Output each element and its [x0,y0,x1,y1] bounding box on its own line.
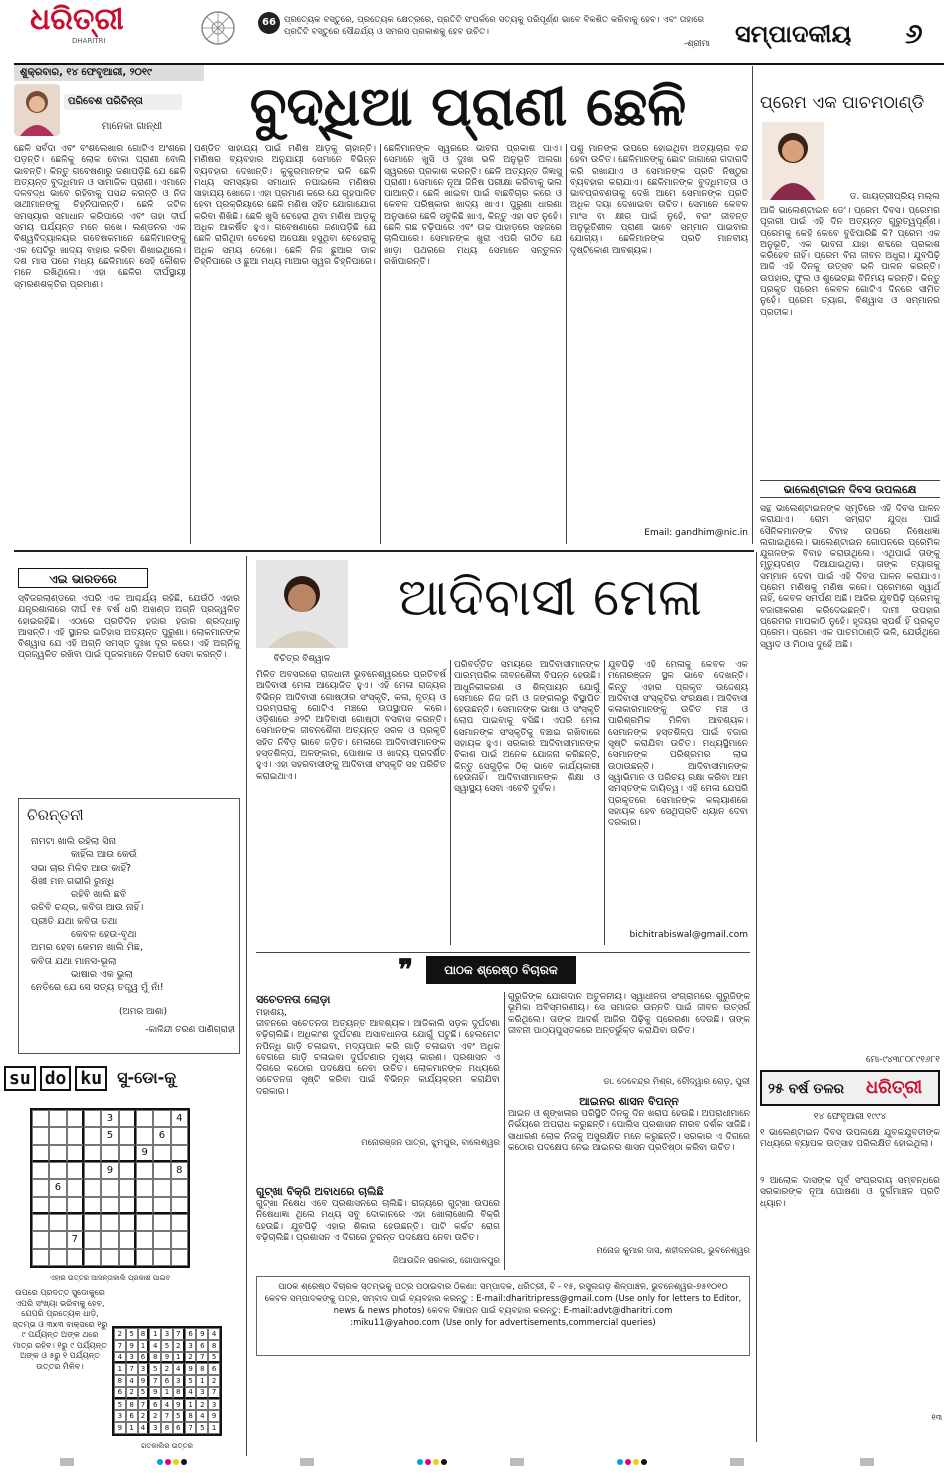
chirantani-box [18,798,240,1054]
sudoku-cell[interactable] [67,1162,84,1179]
newspaper-logo-sub: DHARITRI [72,37,106,45]
sudoku-cell[interactable] [136,1197,153,1214]
masthead-quote-author: -ଶ୍ରୀମା [684,39,710,49]
sudoku-cell: 8 [126,1399,138,1411]
sudoku-cell[interactable] [119,1197,136,1214]
sudoku-cell[interactable] [84,1145,101,1162]
sudoku-cell[interactable] [153,1162,170,1179]
newspaper-logo: ଧରିତ୍ରୀ [30,2,124,37]
sudoku-cell[interactable] [119,1249,136,1266]
sudoku-title-part: ku [75,1066,107,1091]
sudoku-cell: 2 [185,1352,197,1364]
anniversary-item-2: ୨ ଆଲୋକ ଦାସଙ୍କ ପୂର୍ବ ସଂପ୍ରଦାୟ ସମ୍ବନ୍ଧରେ ସରକାରଙ୍କ ନୂଆ ଘୋଷଣା ଓ ଦୁର୍ଗମାଞ୍ଚଳ ପ୍ରତି ଧ୍ୟାନ। [760,1176,940,1209]
sudoku-cell[interactable] [119,1145,136,1162]
sudoku-cell: 1 [126,1422,138,1434]
sudoku-cell: 4 [208,1328,220,1340]
adivasi-author-photo [256,560,348,648]
sudoku-cell: 2 [149,1410,161,1422]
chirantani-source: (ଅମର ଆଶା) [119,1007,167,1017]
sudoku-cell: 9 [114,1422,126,1434]
sudoku-cell[interactable] [119,1110,136,1127]
sudoku-cell[interactable]: 3 [101,1110,118,1127]
sudoku-cell: 9 [138,1375,150,1387]
main-article-email[interactable]: Email: gandhim@nic.in [644,528,748,538]
sudoku-cell[interactable] [49,1145,66,1162]
date-bar [14,65,204,81]
adivasi-headline: ଆଦିବାସୀ ମେଳା [397,568,703,628]
sudoku-cell: 3 [185,1340,197,1352]
sudoku-cell: 1 [161,1387,173,1399]
sudoku-cell[interactable] [32,1231,49,1248]
masthead-quote: ପ୍ରତ୍ୟେକ ବସ୍ତୁରେ, ପ୍ରତ୍ୟେକ କ୍ଷେତ୍ରରେ, ପ୍ରତିଟି ସଂପର୍କରେ ସତ୍ୟକୁ ପରିପୂର୍ଣ୍ଣ ଭାବେ ବିକଶିତ କରିବାକୁ ହେବ। ଏବଂ ତାହାରେ ପ୍ରତିଟି ବସ୍ତୁରେ ସୌନ୍ଦର୍ଯ୍ୟ ଓ ସମରସ ପ୍ରକାଶକୁ ହେବ ଉଚିତ। [284,15,704,37]
sudoku-cell: 6 [161,1375,173,1387]
side-column-subhead: ଭାଲେଣ୍ଟାଇନ ଦିବସ ଉପଲକ୍ଷେ [760,480,940,498]
main-article-author: ମାନେକା ଗାନ୍ଧୀ [101,121,163,132]
sudoku-cell[interactable]: 6 [49,1179,66,1196]
sudoku-cell[interactable] [119,1214,136,1231]
sudoku-cell: 8 [161,1422,173,1434]
sudoku-cell: 2 [173,1340,185,1352]
readers-label [426,956,576,984]
side-column-text-top: ଆଜି ଭାଲେଣ୍ଟାଇନ ଡେ'। ପ୍ରେମ ଦିବସ। ପ୍ରେମର ପୂଜାରୀ ପାଇଁ ଏହି ଦିନ ଅତ୍ୟନ୍ତ ଗୁରୁତ୍ୱପୂର୍ଣ୍ଣ। ପ୍ରେମକୁ କେହି କେବେ ବୁଝିପାରିଛି କି? ପ୍ରେମ ଏକ ଅନୁଭୂତି, ଏକ ଭାବନା ଯାହା ଶବ୍ଦରେ ପ୍ରକାଶ କରିହେବ ନାହିଁ। ପ୍ରେମ ବିନା ଜୀବନ ଅଧୁରା। ଯୁବପିଢ଼ି ଆଜି ଏହି ଦିନକୁ ଉତ୍ସବ ଭଳି ପାଳନ କରନ୍ତି। ଉପହାର, ଫୁଲ ଓ ଶୁଭେଚ୍ଛା ବିନିମୟ କରନ୍ତି। କିନ୍ତୁ ପ୍ରକୃତ ପ୍ରେମ କେବଳ ଗୋଟିଏ ଦିନରେ ସୀମିତ ନୁହେଁ। ପ୍ରେମ ତ୍ୟାଗ, ବିଶ୍ୱାସ ଓ ସମ୍ମାନର ପ୍ରତୀକ। [760,206,940,318]
sudoku-cell[interactable] [101,1214,118,1231]
print-registration-strip [0,1452,945,1472]
sudoku-cell: 3 [161,1328,173,1340]
sudoku-cell: 1 [149,1328,161,1340]
sudoku-cell: 9 [173,1399,185,1411]
adivasi-col-2: ପରିବର୍ତ୍ତିତ ସମୟରେ ଆଦିବାସୀମାନଙ୍କ ପାରମ୍ପରିକ ଜୀବନଶୈଳୀ ବିପନ୍ନ ହେଉଛି। ଆଧୁନିକୀକରଣ ଓ ଶିଳ୍ପାୟନ ଯୋଗୁଁ ସେମାନେ ନିଜ ଜମି ଓ ଜଙ୍ଗଲରୁ ବିସ୍ଥାପିତ ହେଉଛନ୍ତି। ସେମାନଙ୍କ ଭାଷା ଓ ସଂସ୍କୃତି ଲୋପ ପାଇବାକୁ ବସିଛି। ଏପରି ମେଳା ସେମାନଙ୍କ ସଂସ୍କୃତିକୁ ବଞ୍ଚାଇ ରଖିବାରେ ସହାୟକ ହୁଏ। ସରକାର ଆଦିବାସୀମାନଙ୍କ ବିକାଶ ପାଇଁ ଅନେକ ଯୋଜନା କରିଛନ୍ତି, କିନ୍ତୁ ସେଗୁଡ଼ିକ ଠିକ୍ ଭାବେ କାର୍ଯ୍ୟକାରୀ ହେଉନାହିଁ। ଆଦିବାସୀମାନଙ୍କ ଶିକ୍ଷା ଓ ସ୍ୱାସ୍ଥ୍ୟ ସେବା ଏବେବି ଦୁର୍ବଳ। [454,660,600,795]
sudoku-cell[interactable]: 7 [67,1231,84,1248]
letter-2 [256,1184,500,1270]
main-headline: ବୁଦ୍ଧିଆ ପ୍ରାଣୀ ଛେଳି [249,75,687,138]
sudoku-cell[interactable] [67,1214,84,1231]
sudoku-cell: 9 [208,1410,220,1422]
sudoku-cell: 6 [185,1328,197,1340]
left-column-divider [246,556,247,1456]
sudoku-cell[interactable] [119,1179,136,1196]
sudoku-cell[interactable] [101,1197,118,1214]
letter-3-signature: ଡା. ଦେବେନ୍ଦ୍ର ମିଶ୍ର, ଚୌଦ୍ୱାର ରୋଡ଼, ପୁରୀ [603,1077,750,1087]
sudoku-cell: 8 [114,1375,126,1387]
sudoku-cell: 1 [138,1340,150,1352]
side-column-photo [762,122,824,200]
sudoku-cell: 4 [161,1399,173,1411]
sudoku-cell[interactable] [49,1127,66,1144]
letter-3 [508,992,750,1092]
sudoku-cell: 9 [196,1328,208,1340]
ei-bharatare-label: ଏଇ ଭାରତରେ [18,568,148,588]
main-article-col-2: ପଣ୍ଡିତ ସାହାଯ୍ୟ ପାଇଁ ମଣିଷ ଆଡ଼କୁ ଚାହାନ୍ତି। ମଣିଷର ବ୍ୟବହାର ଅନୁଯାୟୀ ସେମାନେ ବିଭିନ୍ନ ବ୍ୟବହାର ଦେଖାନ୍ତି। କୁକୁରମାନଙ୍କ ଭଳି ଛେଳି ମଧ୍ୟ ସମସ୍ୟାର ସମାଧାନ ନପାଇଲେ ମଣିଷର ସାହାଯ୍ୟ ଖୋଜେ। ଏହା ପ୍ରମାଣ କରେ ଯେ ଗୃହପାଳିତ ହେବା ପ୍ରକ୍ରିୟାରେ ଛେଳି ମଣିଷ ସହିତ ଯୋଗାଯୋଗ କରିବା ଶିଖିଛି। ଛେଳି ଖୁସି ଚେହେରା ଥିବା ମଣିଷ ଆଡ଼କୁ ଅଧିକ ଆକର୍ଷିତ ହୁଏ। ଗବେଷଣାରେ ଜଣାପଡ଼ିଛି ଯେ ଛେଳି ରାଗିଥିବା ଚେହେରା ଅପେକ୍ଷା ହସୁଥିବା ଚେହେରାକୁ ଅଧିକ ସମୟ ଦେଖେ। ଛେଳି ନିଜ ଛୁଆର ଡାକ ଚିହ୍ନିପାରେ ଓ ଛୁଆ ମଧ୍ୟ ମାଆର ସ୍ୱର ଚିହ୍ନିପାରେ। [194,144,376,267]
adivasi-author: ବିଚିତ୍ର ବିଶ୍ୱାଳ [273,654,331,664]
letter-4-signature: ମନୋଜ କୁମାର ଦାସ, ଶହୀଦନଗର, ଭୁବନେଶ୍ୱର [596,1246,750,1256]
adivasi-col-1: ମିଳିତ ଅବସରରେ ରାଜଧାନୀ ଭୁବନେଶ୍ୱରରେ ପ୍ରତିବର୍ଷ ଆଦିବାସୀ ମେଳା ଆୟୋଜିତ ହୁଏ। ଏହି ମେଳା ରାଜ୍ୟର ବିଭିନ୍ନ ଆଦିବାସୀ ଗୋଷ୍ଠୀର ସଂସ୍କୃତି, କଳା, ନୃତ୍ୟ ଓ ପରମ୍ପରାକୁ ଗୋଟିଏ ମଞ୍ଚରେ ଉପସ୍ଥାପନ କରେ। ଓଡ଼ିଶାରେ ୬୨ଟି ଆଦିବାସୀ ଗୋଷ୍ଠୀ ବସବାସ କରନ୍ତି। ସେମାନଙ୍କ ଜୀବନଶୈଳୀ ଅତ୍ୟନ୍ତ ସରଳ ଓ ପ୍ରକୃତି ସହିତ ନିବିଡ଼ ଭାବେ ଜଡ଼ିତ। ମେଳାରେ ଆଦିବାସୀମାନଙ୍କ ହସ୍ତଶିଳ୍ପ, ଅଳଙ୍କାର, ପୋଷାକ ଓ ଖାଦ୍ୟ ପ୍ରଦର୍ଶିତ ହୁଏ। ଏହା ସହରବାସୀଙ୍କୁ ଆଦିବାସୀ ସଂସ୍କୃତି ସହ ପରିଚିତ କରାଇଥାଏ। [256,670,447,782]
letter-1-body: ଜୀବନରେ ସଚେତନତା ଅତ୍ୟନ୍ତ ଆବଶ୍ୟକ। ଆଜିକାଲି ସଡ଼କ ଦୁର୍ଘଟଣା ବଢ଼ିଚାଲିଛି। ଅଧିକାଂଶ ଦୁର୍ଘଟଣା ଅସାବଧାନତା ଯୋଗୁଁ ଘଟୁଛି। ହେଲମେଟ ନପିନ୍ଧି ଗାଡ଼ି ଚଳାଇବା, ମଦ୍ୟପାନ କରି ଗାଡ଼ି ଚଳାଇବା ଏବଂ ଅଧିକ ବେଗରେ ଗାଡ଼ି ଚଳାଇବା ଦୁର୍ଘଟଣାର ମୁଖ୍ୟ କାରଣ। ପ୍ରଶାସନ ଏ ଦିଗରେ କଠୋର ପଦକ୍ଷେପ ନେବା ଉଚିତ। ଲୋକମାନଙ୍କ ମଧ୍ୟରେ ସଚେତନତା ସୃଷ୍ଟି କରିବା ପାଇଁ ବିଭିନ୍ନ କାର୍ଯ୍ୟକ୍ରମ କରାଯିବା ଦରକାର। [256,1019,500,1097]
poem-line: କେବଳ ହେଉ-ବୃଥା [71,929,137,941]
sudoku-cell: 6 [126,1410,138,1422]
sudoku-cell: 4 [173,1363,185,1375]
sudoku-cell[interactable] [32,1127,49,1144]
sudoku-cell: 8 [138,1328,150,1340]
readers-rule [256,952,750,953]
sudoku-cell: 6 [173,1422,185,1434]
sudoku-cell[interactable] [136,1214,153,1231]
sudoku-cell[interactable] [171,1127,188,1144]
sudoku-cell: 8 [149,1352,161,1364]
sudoku-solution [112,1326,222,1436]
anniversary-box [760,1070,940,1106]
side-column-title: ପ୍ରେମ ଏକ ପାଚମଠାଣ୍ଡି [760,93,925,113]
sudoku-cell: 7 [196,1352,208,1364]
sudoku-cell: 9 [149,1387,161,1399]
poem-line: ନେତିରେ ଯେ ସେ ସତ୍ୟ ତତ୍ତ୍ୱ ମୁଁ ନାଁ! [31,982,164,994]
sudoku-cell: 4 [138,1422,150,1434]
sudoku-cell: 6 [196,1340,208,1352]
sudoku-cell[interactable]: 9 [136,1145,153,1162]
letter-4 [508,1094,750,1270]
letter-1 [256,992,500,1182]
sudoku-cell[interactable] [32,1214,49,1231]
sudoku-cell: 7 [149,1375,161,1387]
sudoku-cell[interactable] [49,1214,66,1231]
readers-label-text: ପାଠକ ଶ୍ରେଷ୍ଠ ବିଚାରକ [444,963,558,977]
poem-line: ଅମର ହେବା କେମନ ଖାଲି ମିଛ, [31,942,143,954]
sudoku-cell[interactable] [49,1197,66,1214]
sudoku-cell: 5 [114,1399,126,1411]
letter-2-signature: ଜିଆଉଦ୍ଦିନ ସରକାର, ଗୋପାଳପୁର [392,1256,500,1266]
sudoku-cell: 2 [114,1328,126,1340]
col-divider [504,992,505,1270]
sudoku-cell[interactable] [171,1179,188,1196]
sudoku-title [4,1062,248,1094]
sudoku-cell[interactable]: 4 [171,1110,188,1127]
sudoku-cell[interactable]: 6 [153,1127,170,1144]
sudoku-caption-left: ଏହାର ଉତ୍ତର ଆସନ୍ତାକାଲି ପ୍ରକାଶ ପାଇବ [49,1274,171,1282]
sudoku-title-odia: ସୁ-ଡୋ-କୁ [117,1068,177,1087]
page-footer-number: ୧୩ [931,1413,942,1422]
sudoku-cell[interactable] [49,1249,66,1266]
sudoku-cell: 9 [126,1340,138,1352]
col-divider [566,144,567,544]
anniversary-logo: ଧରିତ୍ରୀ [866,1077,923,1098]
poem-line: କାହିଁଲ ଆଉ କେଉଁ [71,849,137,861]
sudoku-cell[interactable] [84,1179,101,1196]
sudoku-cell[interactable] [32,1249,49,1266]
sudoku-cell: 6 [208,1363,220,1375]
sudoku-cell[interactable] [119,1231,136,1248]
sudoku-title-part: su [4,1066,36,1091]
sudoku-cell[interactable] [67,1197,84,1214]
sudoku-cell: 7 [138,1399,150,1411]
sudoku-cell[interactable] [171,1231,188,1248]
sudoku-cell: 8 [208,1340,220,1352]
col-divider [380,144,381,544]
sudoku-cell: 7 [208,1387,220,1399]
sudoku-cell[interactable] [153,1197,170,1214]
poem-line: ସଭା ଚାର ମିଳିବ ଆଉ କାହିଁ? [31,862,132,874]
sudoku-cell[interactable] [171,1145,188,1162]
sudoku-cell[interactable] [153,1179,170,1196]
sudoku-cell: 1 [196,1375,208,1387]
sudoku-cell[interactable] [153,1249,170,1266]
adivasi-email[interactable]: bichitrabiswal@gmail.com [629,930,748,940]
sudoku-cell: 7 [114,1340,126,1352]
right-column-divider [756,552,757,1442]
sudoku-cell: 3 [114,1410,126,1422]
sudoku-cell: 7 [185,1422,197,1434]
ei-bharatare-text: ସ୍ବିଜରଲାଣ୍ଡରେ ଏପରି ଏକ ଆଶ୍ଚର୍ଯ୍ୟ ରହିଛି, ଯେଉଁଠି ଏହାର ଯନ୍ତ୍ରଶାଳାରେ ଦୀର୍ଘ ୧୫ ବର୍ଷ ଧରି ଅଖଣ୍ଡ ଅଗ୍ନି ପ୍ରଜ୍ୱଳିତ ହୋଇରହିଛି। ଏଠାରେ ପ୍ରତିଦିନ ହଜାର ହଜାର ଶ୍ରଦ୍ଧାଳୁ ଆସନ୍ତି। ଏହି ସ୍ଥାନର ଇତିହାସ ଅତ୍ୟନ୍ତ ପୁରୁଣା। ଲୋକମାନଙ୍କ ବିଶ୍ୱାସ ଯେ ଏହି ଅଗ୍ନି ସମସ୍ତ ଦୁଃଖ ଦୂର କରେ। ଏହି ଅଗ୍ନିକୁ ପ୍ରଜ୍ୱଳିତ ରଖିବା ପାଇଁ ପୂଜକମାନେ ଦିନରାତି ସେବା କରନ୍ତି। [18,594,240,661]
sudoku-instructions: ଉପରେ ପ୍ରଦତ୍ତ ସୁଡୋକୁରେ ଏପରି ସଂଖ୍ୟା ଭରିବାକୁ ହେବ, ଯେପରି ପ୍ରତ୍ୟେକ ଧାଡ଼ି, ସ୍ତମ୍ଭ ଓ ୩x୩ ବାକ୍ସରେ ୧ରୁ ୯ ପର୍ଯ୍ୟନ୍ତ ଅଙ୍କ ଥରେ ମାତ୍ର ରହିବ। ୧ରୁ ୯ ପର୍ଯ୍ୟନ୍ତ ଅଙ୍କ ଓ ୫ରୁ ୧ ପର୍ଯ୍ୟନ୍ତ ଉତ୍ତର ମିଳିବ। [12,1288,108,1371]
side-column-contact: ମୋ-୯୪୩୮୦୮୯୧୬୮୧ [866,1055,940,1065]
letter-2-body: ଗୁଟ୍‌ଖା ନିଷେଧ ଏବେ ପ୍ରଶାସନରେ ଚାଲିଛି। ରାଜ୍ୟରେ ଗୁଟ୍‌ଖା ଉପରେ ନିଷେଧାଜ୍ଞା ଥିଲେ ମଧ୍ୟ ସବୁ ଦୋକାନରେ ଏହା ଖୋଲାଖୋଲି ବିକ୍ରି ହେଉଛି। ଯୁବପିଢ଼ି ଏହାର ଶିକାର ହେଉଛନ୍ତି। ପାଟି କର୍କଟ ରୋଗ ବଢ଼ିଚାଲିଛି। ପ୍ରଶାସନ ଏ ଦିଗରେ ତୁରନ୍ତ ପଦକ୍ଷେପ ନେବା ଉଚିତ। [256,1199,500,1243]
quote-mark: 66 [258,12,280,34]
sudoku-cell[interactable] [136,1179,153,1196]
side-column-author: ଡ. ଗାୟତ୍ରୀପ୍ରିୟ ମଲ୍ଲ [849,192,940,202]
sudoku-cell[interactable] [136,1249,153,1266]
sudoku-cell[interactable] [84,1110,101,1127]
wheel-emblem-icon [200,10,236,46]
sudoku-cell[interactable] [49,1162,66,1179]
sudoku-cell: 1 [185,1399,197,1411]
sudoku-cell: 2 [138,1410,150,1422]
sudoku-cell: 2 [196,1399,208,1411]
issue-date: ଶୁକ୍ରବାର, ୧୪ ଫେବୃଆରୀ, ୨୦୧୯ [20,67,153,78]
column-label: ପରିବେଶ ପରିଚିନ୍ତା [64,94,182,110]
sudoku-cell: 3 [126,1352,138,1364]
adivasi-col-3: ଯୁବପିଢ଼ି ଏହି ମେଳାକୁ କେବଳ ଏକ ମନୋରଞ୍ଜନ ସ୍ଥଳ ଭାବେ ଦେଖନ୍ତି। କିନ୍ତୁ ଏହାର ପ୍ରକୃତ ଉଦ୍ଦେଶ୍ୟ ଆଦିବାସୀ ସଂସ୍କୃତିର ସଂରକ୍ଷଣ। ଆଦିବାସୀ କଳାକାରମାନଙ୍କୁ ଉଚିତ ମଞ୍ଚ ଓ ପାରିଶ୍ରମିକ ମିଳିବା ଆବଶ୍ୟକ। ସେମାନଙ୍କ ହସ୍ତଶିଳ୍ପ ପାଇଁ ବଜାର ସୃଷ୍ଟି କରାଯିବା ଉଚିତ। ମଧ୍ୟସ୍ଥିମାନେ ସେମାନଙ୍କ ପରିଶ୍ରମର ଲାଭ ଉଠାଉଛନ୍ତି। ଆଦିବାସୀମାନଙ୍କ ସ୍ୱାଭିମାନ ଓ ପରିଚୟ ରକ୍ଷା କରିବା ଆମ ସମସ୍ତଙ୍କ ଦାୟିତ୍ୱ। ଏହି ମେଳା ଯେପରି ପ୍ରକୃତରେ ସେମାନଙ୍କ କଲ୍ୟାଣରେ ସହାୟକ ହେବ ସେଥିପ୍ରତି ଧ୍ୟାନ ଦେବା ଦରକାର। [608,660,748,829]
sudoku-cell: 5 [173,1410,185,1422]
sudoku-cell[interactable] [171,1249,188,1266]
sudoku-cell[interactable] [136,1231,153,1248]
sudoku-solution-grid [112,1326,222,1436]
sudoku-cell: 1 [173,1352,185,1364]
sudoku-cell[interactable] [32,1197,49,1214]
sudoku-grid[interactable] [30,1108,190,1268]
sudoku-cell: 7 [173,1328,185,1340]
letter-4-title: ଆଇନର ଶାସନ ବିପନ୍ନ [579,1095,679,1108]
sudoku-cell: 4 [185,1387,197,1399]
sudoku-cell: 1 [114,1363,126,1375]
sudoku-cell[interactable] [32,1162,49,1179]
chirantani-label: ଚିରନ୍ତନୀ [27,806,84,824]
sudoku-cell[interactable] [153,1214,170,1231]
sudoku-cell: 3 [173,1375,185,1387]
sudoku-cell[interactable] [84,1162,101,1179]
sudoku-cell[interactable] [136,1162,153,1179]
sudoku-puzzle[interactable] [30,1108,190,1268]
sudoku-cell[interactable] [101,1231,118,1248]
sudoku-cell[interactable] [136,1110,153,1127]
sudoku-cell[interactable] [119,1127,136,1144]
poem-line: ନାମଟା ଖାଲି ରହିଲା ସିନା [31,836,117,847]
sudoku-cell[interactable]: 9 [101,1162,118,1179]
sudoku-cell: 5 [149,1363,161,1375]
sudoku-cell[interactable]: 8 [171,1162,188,1179]
sudoku-cell: 8 [185,1410,197,1422]
sudoku-cell[interactable] [67,1249,84,1266]
sudoku-cell[interactable] [67,1179,84,1196]
sudoku-cell: 5 [185,1375,197,1387]
sudoku-cell: 2 [208,1375,220,1387]
sudoku-cell: 9 [161,1352,173,1364]
sudoku-cell: 4 [126,1375,138,1387]
sudoku-cell[interactable] [171,1214,188,1231]
anniversary-date: ୧୪ ଫେବୃଆରୀ ୧୯୯୪ [813,1112,887,1122]
masthead [0,0,945,68]
sudoku-cell[interactable] [84,1231,101,1248]
col-divider [450,660,451,945]
sudoku-cell: 3 [138,1363,150,1375]
sudoku-cell[interactable] [67,1127,84,1144]
sudoku-cell: 5 [126,1328,138,1340]
chirantani-poem [31,835,231,995]
sudoku-cell: 5 [208,1352,220,1364]
sudoku-cell: 5 [196,1422,208,1434]
col-divider [604,660,605,945]
main-side-divider [752,66,753,544]
sudoku-cell: 6 [149,1399,161,1411]
sudoku-cell: 8 [196,1363,208,1375]
poem-line: ଶିଖୀ ମନ ଗଭୀରି ରୁନ୍ଧି [31,875,115,887]
side-column-text-bottom: ସନ୍ଥ ଭାଲେଣ୍ଟାଇନଙ୍କ ସ୍ମୃତିରେ ଏହି ଦିବସ ପାଳନ କରାଯାଏ। ରୋମ ସମ୍ରାଟ ଯୁଦ୍ଧ ପାଇଁ ସୈନିକମାନଙ୍କ ବିବାହ ଉପରେ ନିଷେଧାଜ୍ଞା ଲଗାଇଥିଲେ। ଭାଲେଣ୍ଟାଇନ ଗୋପନରେ ପ୍ରେମିକ ଯୁଗଳଙ୍କ ବିବାହ କରାଉଥିଲେ। ଏଥିପାଇଁ ତାଙ୍କୁ ମୃତ୍ୟୁଦଣ୍ଡ ଦିଆଯାଇଥିଲା। ତାଙ୍କ ତ୍ୟାଗକୁ ସମ୍ମାନ ଦେବା ପାଇଁ ଏହି ଦିବସ ପାଳନ କରାଯାଏ। ପ୍ରେମ ମଣିଷକୁ ମଣିଷ କରେ। ପ୍ରେମରେ ସ୍ୱାର୍ଥ ନାହିଁ, କେବଳ ସମର୍ପଣ ଅଛି। ଆଜିର ଯୁବପିଢ଼ି ପ୍ରେମକୁ ବଜାରୀକରଣ କରିଦେଇଛନ୍ତି। ଦାମୀ ଉପହାର ପ୍ରେମର ମାପକାଠି ନୁହେଁ। ହୃଦୟର ସ୍ପର୍ଶ ହିଁ ପ୍ରକୃତ ପ୍ରେମ। ପ୍ରେମ ଏକ ପାଚମଠାଣ୍ଡି ଭଳି, ଯେଉଁଥିରେ ସ୍ୱାଦ ଓ ମିଠାସ ଦୁହେଁ ଅଛି। [760,504,940,650]
letter-3-body: ଗୁରୁଜିଙ୍କ ଯୋଗଦାନ ଅତୁଳନୀୟ। ସ୍ୱାଧୀନତା ସଂଗ୍ରାମରେ ଗୁରୁଜିଙ୍କ ଭୂମିକା ଅବିସ୍ମରଣୀୟ। ସେ ସମାଜର ଉନ୍ନତି ପାଇଁ ଜୀବନ ଉତ୍ସର୍ଗ କରିଥିଲେ। ତାଙ୍କ ଆଦର୍ଶ ଆଜିର ପିଢ଼ିକୁ ପ୍ରେରଣା ଦେଉଛି। ତାଙ୍କ ଜୀବନୀ ପାଠ୍ୟପୁସ୍ତକରେ ଅନ୍ତର୍ଭୁକ୍ତ କରାଯିବା ଉଚିତ। [508,992,750,1036]
readers-footer-advt[interactable]: :miku11@yahoo.com (Use only for advertisements,commercial queries) [350,1318,656,1328]
sudoku-cell: 5 [138,1387,150,1399]
main-article-col-1: ଛେଳି ସର୍ବଦା ଏବଂ ବଂଶଲେଖାର ଗୋଟିଏ ଅଂଶରେ ପଡ଼ନ୍ତି। ଛେଳିକୁ ଲୋକ ବୋକା ପ୍ରାଣୀ ବୋଲି ଭାବନ୍ତି। କିନ୍ତୁ ଗବେଷଣାରୁ ଜଣାପଡ଼ିଛି ଯେ ଛେଳି ଅତ୍ୟନ୍ତ ବୁଦ୍ଧିମାନ ଓ ସାମାଜିକ ପ୍ରାଣୀ। ଏମାନେ ଦଳବଦ୍ଧ ଭାବେ ରହିବାକୁ ପସନ୍ଦ କରନ୍ତି ଓ ନିଜ ସାଥୀମାନଙ୍କୁ ଚିହ୍ନିପାରନ୍ତି। ଛେଳି ଜଟିଳ ସମସ୍ୟାର ସମାଧାନ କରିପାରେ ଏବଂ ତାହା ଦୀର୍ଘ ସମୟ ପର୍ଯ୍ୟନ୍ତ ମନେ ରଖେ। ଲଣ୍ଡନର ଏକ ବିଶ୍ୱବିଦ୍ୟାଳୟର ଗବେଷକମାନେ ଛେଳିମାନଙ୍କୁ ଏକ ପେଟିରୁ ଖାଦ୍ୟ ବାହାର କରିବା ଶିଖାଇଥିଲେ। ଦଶ ମାସ ପରେ ମଧ୍ୟ ଛେଳିମାନେ ସେହି କୌଶଳ ମନେ ରଖିଥିଲେ। ଏହା ଛେଳିର ଦୀର୍ଘସ୍ଥାୟୀ ସ୍ମରଣଶକ୍ତିର ପ୍ରମାଣ। [14,144,186,290]
sudoku-cell[interactable] [153,1110,170,1127]
sudoku-cell: 9 [185,1363,197,1375]
sudoku-cell: 8 [173,1387,185,1399]
sudoku-cell: 3 [208,1399,220,1411]
sudoku-cell: 6 [114,1387,126,1399]
letter-1-signature: ମନୋରଞ୍ଜନ ପାତ୍ର, ଝୁମପୁର, ବାଲେଶ୍ୱର [361,1138,500,1148]
sudoku-cell[interactable] [32,1110,49,1127]
sudoku-cell: 2 [126,1387,138,1399]
section-divider [14,550,754,552]
poem-line: ପ୍ରୀତି ଯଥା କବିତା ତଥା [31,915,118,927]
sudoku-cell[interactable] [101,1145,118,1162]
sudoku-cell[interactable] [101,1249,118,1266]
sudoku-cell: 6 [138,1352,150,1364]
chirantani-poet: -କାଳିନ୍ଦୀ ଚରଣ ପାଣିଗ୍ରାହୀ [145,1025,235,1035]
sudoku-cell[interactable] [153,1231,170,1248]
sudoku-cell[interactable] [84,1249,101,1266]
quote-icon: ❞ [398,953,414,986]
page-number: ୬ [905,17,923,50]
main-article-col-4: ପଶୁ ମାନଙ୍କ ଉପରେ ହୋଇଥିବା ଅତ୍ୟାଚାର ବନ୍ଦ ହେବା ଉଚିତ। ଛେଳିମାନଙ୍କୁ ଛୋଟ ଜାଗାରେ ଗଦାଗଦି କରି ରଖାଯାଏ ଓ ସେମାନଙ୍କ ପ୍ରତି ନିଷ୍ଠୁର ବ୍ୟବହାର କରାଯାଏ। ଛେଳିମାନଙ୍କ ବୁଦ୍ଧିମତ୍ତା ଓ ଭାବପ୍ରବଣତାକୁ ଦେଖି ଆମେ ସେମାନଙ୍କ ପ୍ରତି ଅଧିକ ଦୟା ଦେଖାଇବା ଉଚିତ। ସେମାନେ କେବଳ ମାଂସ ବା କ୍ଷୀର ପାଇଁ ନୁହେଁ, ବରଂ ଜୀବନ୍ତ ଅନୁଭୂତିଶୀଳ ପ୍ରାଣୀ ଭାବେ ସମ୍ମାନ ପାଇବାର ଯୋଗ୍ୟ। ଛେଳିମାନଙ୍କ ପ୍ରତି ମାନବୀୟ ଦୃଷ୍ଟିକୋଣ ଆବଶ୍ୟକ। [570,144,748,256]
sudoku-cell: 1 [208,1422,220,1434]
poem-line: କବିତା ଯଥା ମାନସ-ଭୂଲା [31,955,117,967]
poem-line: ରହିବି ଖାଲି ଛବି [71,889,127,901]
sudoku-cell[interactable] [32,1145,49,1162]
author-photo [14,84,60,136]
sudoku-section [0,1062,250,1450]
sudoku-cell: 4 [114,1352,126,1364]
letter-1-title: ସଚେତନତା ଲୋଡ଼ା [256,993,331,1006]
sudoku-cell: 7 [126,1363,138,1375]
sudoku-cell[interactable] [67,1145,84,1162]
letter-1-salutation: ମହାଶୟ, [256,1008,288,1018]
sudoku-cell[interactable] [101,1179,118,1196]
letter-4-body: ଆଇନ ଓ ଶୃଙ୍ଖଳାର ପରିସ୍ଥିତି ଦିନକୁ ଦିନ ଖରାପ ହେଉଛି। ଅପରାଧୀମାନେ ନିର୍ଭୟରେ ଅପରାଧ କରୁଛନ୍ତି। ପୋଲିସ ପ୍ରଶାସନ ନୀରବ ଦର୍ଶକ ସାଜିଛି। ସାଧାରଣ ଲୋକ ନିଜକୁ ଅସୁରକ୍ଷିତ ମନେ କରୁଛନ୍ତି। ସରକାର ଏ ଦିଗରେ କଠୋର ପଦକ୍ଷେପ ନେଇ ଆଇନର ଶାସନ ପ୍ରତିଷ୍ଠା କରିବା ଉଚିତ। [508,1109,750,1153]
sudoku-cell: 7 [161,1410,173,1422]
sudoku-cell[interactable] [84,1214,101,1231]
main-article-col-3: ଛେଳିମାନଙ୍କ ସ୍ୱରରେ ଭାବନା ପ୍ରକାଶ ପାଏ। ସେମାନେ ଖୁସି ଓ ଦୁଃଖ ଭଳି ଅନୁଭୂତି ଅଲଗା ସ୍ୱରରେ ପ୍ରକାଶ କରନ୍ତି। ଛେଳି ଅତ୍ୟନ୍ତ ଜିଜ୍ଞାସୁ ପ୍ରାଣୀ। ସେମାନେ ନୂଆ ଜିନିଷ ପରୀକ୍ଷା କରିବାକୁ ଭଲ ପାଆନ୍ତି। ଛେଳି ଖାଇବା ପାଇଁ ବାଛବିଚାର କରେ ଓ କେବଳ ପରିଷ୍କାର ଖାଦ୍ୟ ଖାଏ। ପୁରୁଣା ଧାରଣା ଅନୁସାରେ ଛେଳି ସବୁକିଛି ଖାଏ, କିନ୍ତୁ ଏହା ସତ ନୁହେଁ। ଛେଳି ଗଛ ଚଢ଼ିପାରେ ଏବଂ ଉଚ୍ଚ ପାହାଡ଼ରେ ସହଜରେ ଚାଲିପାରେ। ସେମାନଙ୍କ ଖୁରା ଏପରି ଗଠିତ ଯେ ଖାଡ଼ା ପଥରରେ ମଧ୍ୟ ସେମାନେ ସନ୍ତୁଳନ ରଖିପାରନ୍ତି। [384,144,562,267]
sudoku-cell: 2 [161,1363,173,1375]
sudoku-cell[interactable] [119,1162,136,1179]
sudoku-cell: 5 [161,1340,173,1352]
sudoku-cell[interactable] [84,1197,101,1214]
readers-footer-emails[interactable]: କେବଳ ସମ୍ପାଦକଙ୍କୁ ପତ୍ର, ସମ୍ବାଦ ପାଇଁ ବ୍ୟବହାର କରନ୍ତୁ : E-mail:dharitripress@gmail.com (Use only for letters to Editor, news & news photos) କେବଳ ବିଜ୍ଞାପନ ପାଇଁ ବ୍ୟବହାର କରନ୍ତୁ: E-mail:advt@dharitri.com [264,1294,742,1316]
readers-footer-address: ପାଠକ ଶ୍ରେଷ୍ଠ ବିଚାରକ ସ୍ତମ୍ଭକୁ ପତ୍ର ପଠାଇବାର ଠିକଣା: ସମ୍ପାଦକ, ଧରିତ୍ରୀ, ବି - ୧୫, ରସୁଲଗଡ଼ ଶିଳ୍ପାଞ୍ଚଳ, ଭୁବନେଶ୍ୱର-୭୫୧୦୧୦ [278,1282,728,1292]
sudoku-caption-right: ଗତକାଲିର ଉତ୍ତର [141,1442,193,1450]
anniversary-item-1: ୧ ଭାଲେଣ୍ଟାଇନ ଦିବସ ଉପଲକ୍ଷେ ଯୁବକଯୁବତୀଙ୍କ ମଧ୍ୟରେ ବ୍ୟାପକ ଉତ୍ସାହ ପରିଲକ୍ଷିତ ହୋଇଥିଲା। [760,1128,940,1150]
sudoku-cell: 4 [196,1410,208,1422]
sudoku-cell: 3 [196,1387,208,1399]
sudoku-cell[interactable] [67,1110,84,1127]
sudoku-cell[interactable] [32,1179,49,1196]
letter-2-title: ଗୁଟ୍‌ଖା ବିକ୍ରି ଅବାଧରେ ଚାଲିଛି [256,1185,384,1198]
sudoku-cell: 3 [149,1422,161,1434]
sudoku-cell[interactable] [136,1127,153,1144]
readers-footer [256,1276,750,1356]
anniversary-label: ୨୫ ବର୍ଷ ତଳର [768,1081,845,1097]
sudoku-cell[interactable] [49,1231,66,1248]
sudoku-title-part: do [40,1066,72,1091]
sudoku-cell[interactable] [153,1145,170,1162]
section-title: ସମ୍ପାଦକୀୟ [735,20,852,48]
sudoku-cell: 4 [149,1340,161,1352]
poem-line: ରଚିବି ଚନ୍ଦ୍ର, କବିତା ଆଉ ନାହିଁ। [31,902,144,914]
sudoku-cell[interactable]: 5 [101,1127,118,1144]
poem-line: ଭାଷାର ଏକ ଭୁଲା [71,968,133,980]
sudoku-cell[interactable] [171,1197,188,1214]
sudoku-cell[interactable] [49,1110,66,1127]
sudoku-cell[interactable] [84,1127,101,1144]
col-divider [190,144,191,544]
